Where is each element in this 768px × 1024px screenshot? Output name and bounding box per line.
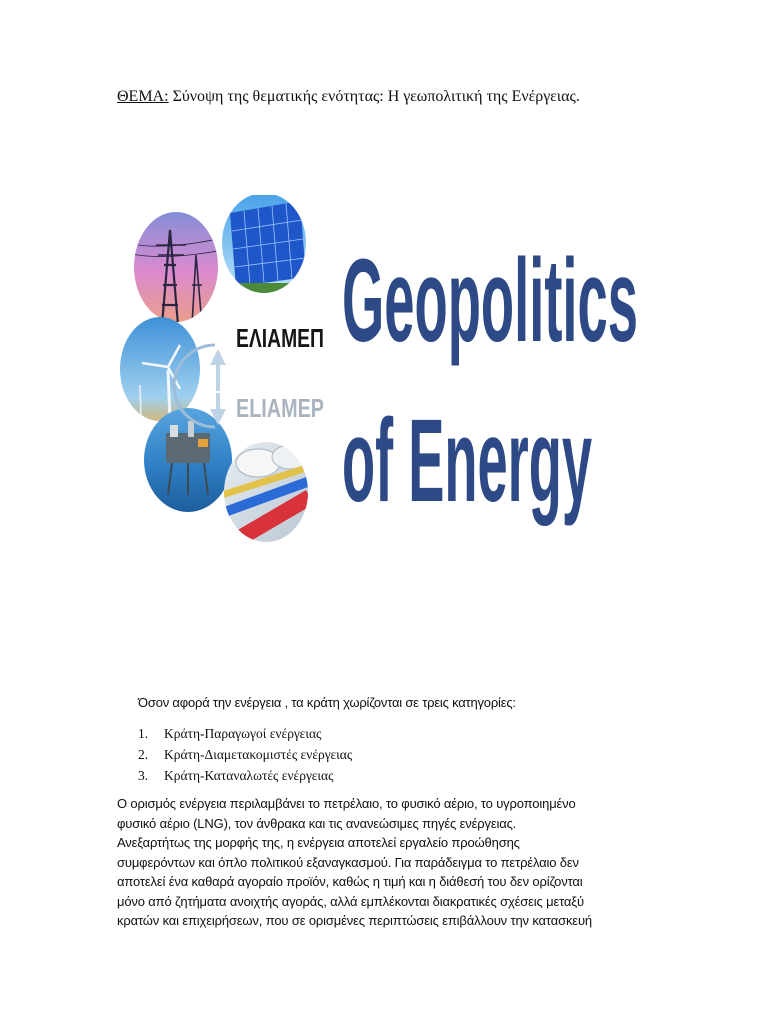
offshore-platform-photo (142, 405, 236, 515)
paragraph-line: αποτελεί ένα καθαρά αγοραίο προϊόν, καθώς η τιμή και η διάθεσή του δεν ορίζονται (117, 874, 583, 889)
list-item (138, 765, 352, 786)
headline-line-1: Geopolitics (342, 235, 638, 367)
paragraph-line: κρατών και επιχειρήσεων, που σε ορισμένες περιπτώσεις επιβάλλουν την κατασκευή (117, 913, 592, 928)
gas-pipelines-photo (222, 440, 310, 545)
list-number: 2. (138, 747, 149, 762)
geopolitics-of-energy-logo (118, 195, 648, 545)
headline-line-2: of Energy (342, 395, 592, 527)
list-text: Κράτη-Παραγωγοί ενέργειας (164, 726, 322, 741)
paragraph-line: φυσικό αέριο (LNG), τον άνθρακα και τις ανανεώσιμες πηγές ενέργειας. (117, 815, 517, 831)
list-number: 3. (138, 768, 149, 783)
title-text: Σύνοψη της θεματικής ενότητας: Η γεωπολιτική της Ενέργειας. (172, 88, 580, 105)
body-paragraph (117, 794, 647, 931)
list-item (138, 723, 352, 744)
paragraph-line: Ο ορισμός ενέργεια περιλαμβάνει το πετρέλαιο, το φυσικό αέριο, το υγροποιημένο (117, 796, 576, 811)
paragraph-line: μόνο από ζητήματα ανοιχτής αγοράς, αλλά εμπλέκονται διακρατικές σχέσεις μεταξύ (117, 893, 584, 909)
list-text: Κράτη-Καταναλωτές ενέργειας (164, 768, 334, 783)
paragraph-line: συμφερόντων και όπλο πολιτικού εξαναγκασμού. Για παράδειγμα το πετρέλαιο δεν (117, 854, 579, 870)
title-label: ΘΕΜΑ: (117, 88, 169, 105)
categories-list (138, 723, 352, 786)
solar-panel-photo (218, 195, 313, 298)
paragraph-line: Ανεξαρτήτως της μορφής της, η ενέργεια αποτελεί εργαλείο προώθησης (117, 835, 520, 850)
power-lines-photo (128, 205, 228, 335)
intro-text: Όσον αφορά την ενέργεια , τα κράτη χωρίζονται σε τρεις κατηγορίες: (138, 695, 516, 710)
org-latin-name: ELIAMEP (236, 393, 324, 423)
org-greek-name: ΕΛΙΑΜΕΠ (236, 323, 324, 353)
list-number: 1. (138, 726, 149, 741)
page-title (117, 88, 580, 106)
list-text: Κράτη-Διαμετακομιστές ενέργειας (164, 747, 353, 762)
list-item (138, 744, 352, 765)
